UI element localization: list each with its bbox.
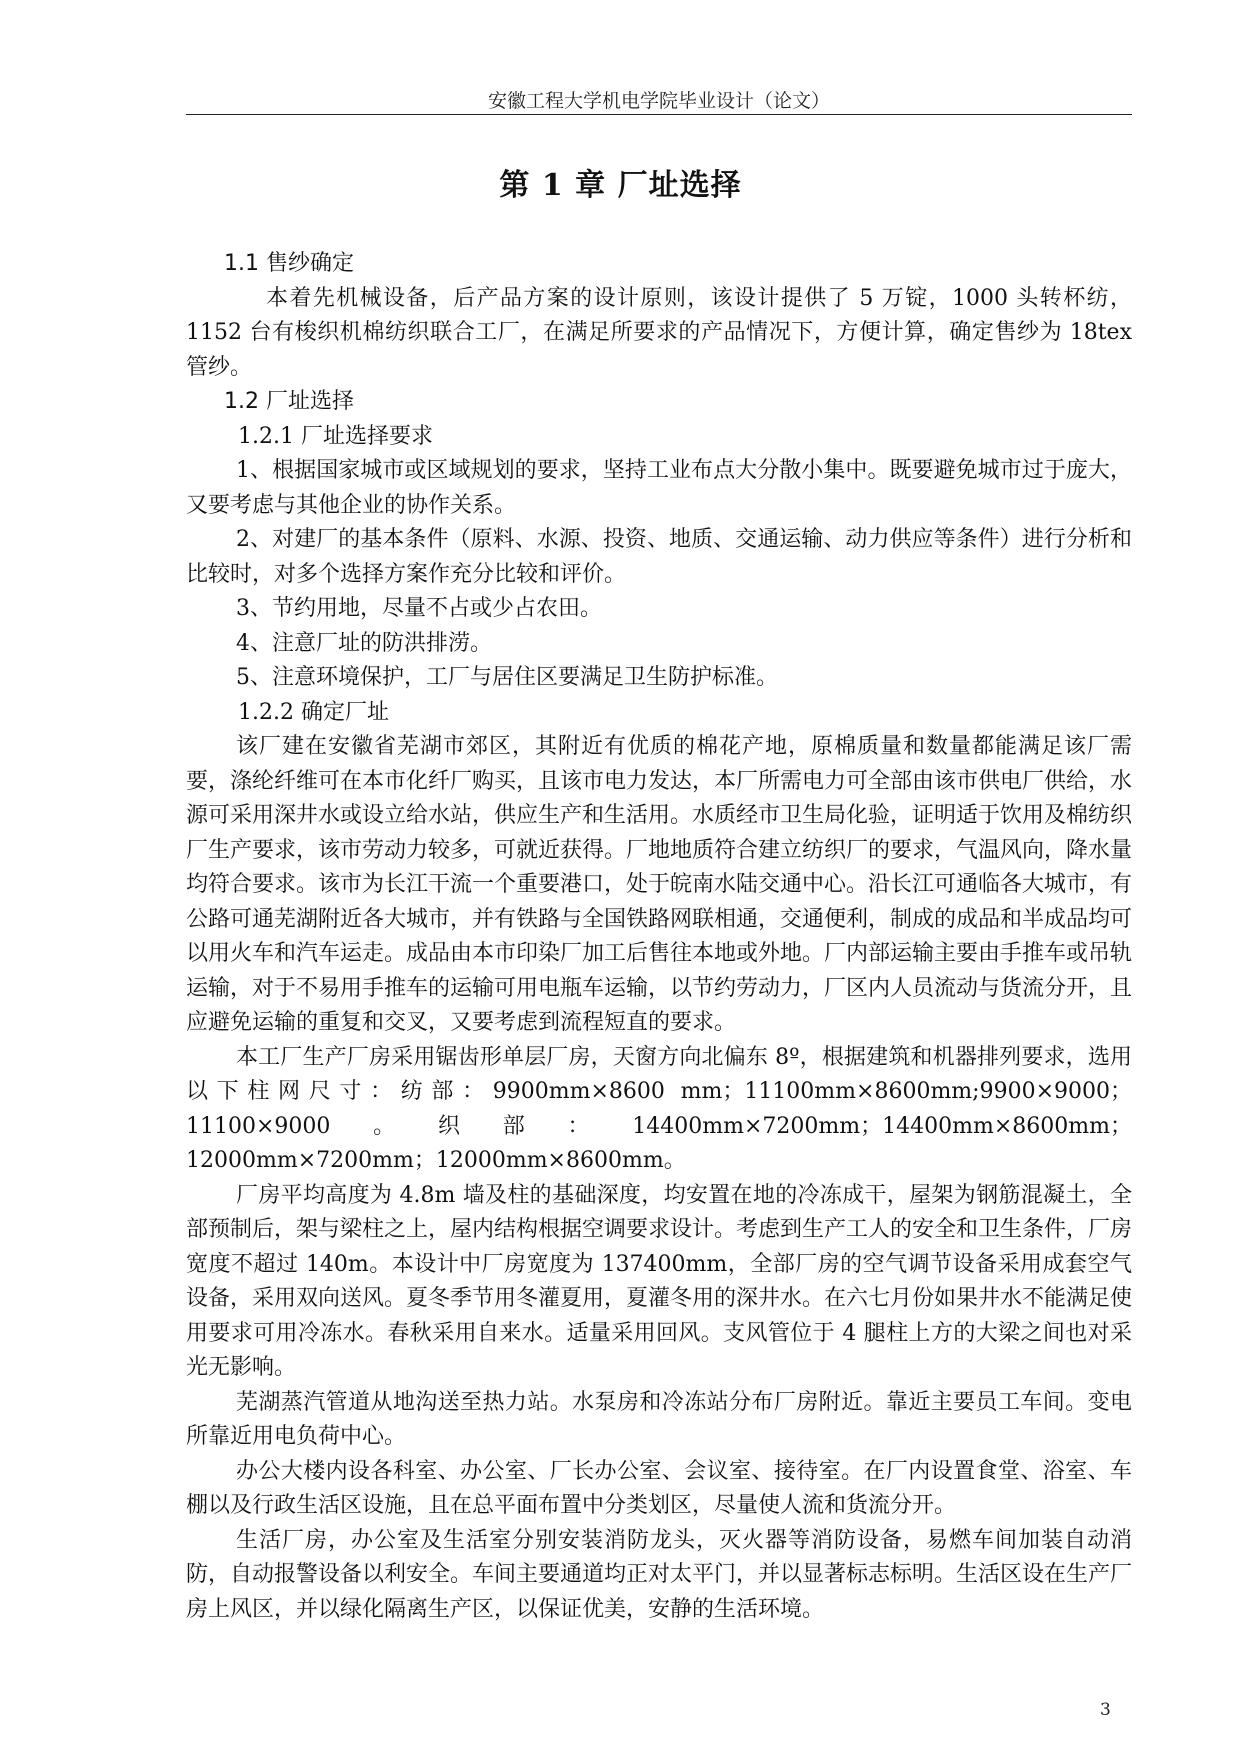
paragraph-building: 本工厂生产厂房采用锯齿形单层厂房，天窗方向北偏东 8º，根据建筑和机器排列要求，选用以下柱网尺寸：纺部：9900mm×8600 mm；11100mm×8600mm;9900×9000；11100×9000。织部：14400mm×7200mm；14400mm×8600mm；12000mm×7200mm；12000mm×8600mm。 [186, 1044, 1132, 1173]
page-number: 3 [1100, 1700, 1111, 1720]
paragraph-safety: 生活厂房，办公室及生活室分别安装消防龙头，灭火器等消防设备，易燃车间加装自动消防，自动报警设备以利安全。车间主要通道均正对太平门，并以显著标志标明。生活区设在生产厂房上风区，并以绿化隔离生产区，以保证优美，安静的生活环境。 [186, 1527, 1133, 1622]
paragraph-steam: 芜湖蒸汽管道从地沟送至热力站。水泵房和冷冻站分布厂房附近。靠近主要员工车间。变电所靠近用电负荷中心。 [186, 1389, 1132, 1449]
requirement-item-4: 4、注意厂址的防洪排涝。 [236, 630, 492, 656]
paragraph-site: 该厂建在安徽省芜湖市郊区，其附近有优质的棉花产地，原棉质量和数量都能满足该厂需要，涤纶纤维可在本市化纤厂购买，且该市电力发达，本厂所需电力可全部由该市供电厂供给，水源可采用深井水或设立给水站，供应生产和生活用。水质经市卫生局化验，证明适于饮用及棉纺织厂生产要求，该市劳动力较多，可就近获得。厂地地质符合建立纺织厂的要求，气温风向，降水量均符合要求。该市为长江干流一个重要港口，处于皖南水陆交通中心。沿长江可通临各大城市，有公路可通芜湖附近各大城市，并有铁路与全国铁路网联相通，交通便利，制成的成品和半成品均可以用火车和汽车运走。成品由本市印染厂加工后售往本地或外地。厂内部运输主要由手推车或吊轨运输，对于不易用手推车的运输可用电瓶车运输，以节约劳动力，厂区内人员流动与货流分开，且应避免运输的重复和交叉，又要考虑到流程短直的要求。 [186, 734, 1133, 1035]
paragraph-yarn: 本着先机械设备，后产品方案的设计原则，该设计提供了 5 万锭，1000 头转杯纺，1152 台有梭织机棉纺织联合工厂，在满足所要求的产品情况下，方便计算，确定售纱为 18tex 管纱。 [186, 285, 1132, 380]
requirement-item-3: 3、节约用地，尽量不占或少占农田。 [236, 596, 602, 621]
document-body [186, 247, 1132, 1627]
requirement-item-1: 1、根据国家城市或区域规划的要求，坚持工业布点大分散小集中。既要避免城市过于庞大，又要考虑与其他企业的协作关系。 [186, 458, 1132, 518]
paragraph-height: 厂房平均高度为 4.8m 墙及柱的基础深度，均安置在地的冷冻成干，屋架为钢筋混凝土，全部预制后，架与梁柱之上，屋内结构根据空调要求设计。考虑到生产工人的安全和卫生条件，厂房宽度不超过 140m。本设计中厂房宽度为 137400mm，全部厂房的空气调节设备采用成套空气设备，采用双向送风。夏冬季节用冬灌夏用，夏灌冬用的深井水。在六七月份如果井水不能满足使用要求可用冷冻水。春秋采用自来水。适量采用回风。支风管位于 4 腿柱上方的大梁之间也对采光无影响。 [186, 1182, 1133, 1380]
header-divider [186, 114, 1132, 115]
paragraph-office: 办公大楼内设各科室、办公室、厂长办公室、会议室、接待室。在厂内设置食堂、浴室、车棚以及行政生活区设施，且在总平面布置中分类划区，尽量使人流和货流分开。 [186, 1458, 1132, 1518]
section-heading-1-2: 1.2 厂址选择 [224, 389, 354, 414]
chapter-title: 第 1 章 厂址选择 [499, 168, 742, 203]
section-heading-1-1: 1.1 售纱确定 [224, 251, 354, 276]
requirement-item-2: 2、对建厂的基本条件（原料、水源、投资、地质、交通运输、动力供应等条件）进行分析和比较时，对多个选择方案作充分比较和评价。 [186, 527, 1132, 587]
subsection-heading-1-2-2: 1.2.2 确定厂址 [238, 699, 389, 725]
subsection-heading-1-2-1: 1.2.1 厂址选择要求 [238, 423, 433, 449]
running-header: 安徽工程大学机电学院毕业设计（论文） [487, 90, 830, 112]
requirement-item-5: 5、注意环境保护，工厂与居住区要满足卫生防护标准。 [236, 665, 778, 690]
